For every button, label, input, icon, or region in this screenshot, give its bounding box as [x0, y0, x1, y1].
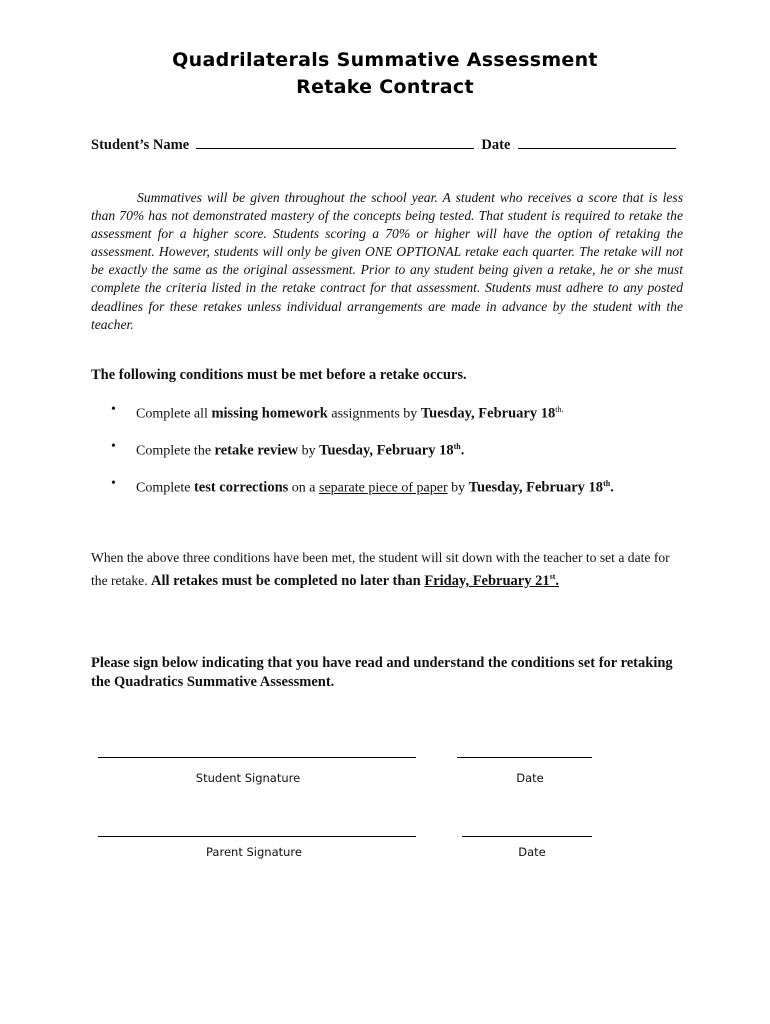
item-underlined: separate piece of paper	[319, 480, 448, 496]
item-sup: th.	[555, 405, 564, 414]
bullet-icon: •	[111, 476, 116, 491]
item-text: on a	[288, 480, 319, 496]
item-text: Complete	[136, 480, 194, 496]
intro-text: Summatives will be given throughout the school year. A student who receives a score that is less than 70% has not demonstrated mastery of the concepts being tested. That student is required to retake the assessment for a higher score. Students scoring a 70% or higher will have the option of retaking the assessment. However, students will only be given ONE OPTIONAL retake each quarter. The retake will not be exactly the same as the original assessment. Prior to any student being given a retake, he or she must complete the criteria listed in the retake contract for that assessment. Students must adhere to any posted deadlines for these retakes unless individual arrangements are made in advance by the student with the teacher.	[91, 190, 683, 332]
document-title-line1: Quadrilaterals Summative Assessment	[172, 49, 598, 71]
deadline-day: Friday, February 21	[424, 572, 550, 589]
item-sup: th	[603, 479, 611, 488]
item-date: Tuesday, February 18	[319, 442, 454, 459]
parent-signature-line[interactable]	[98, 836, 416, 837]
after-conditions-paragraph	[91, 548, 681, 591]
deadline-sup: st	[549, 572, 556, 581]
sign-instructions: Please sign below indicating that you have read and understand the conditions set for retaking the Quadratics Summative Assessment.	[91, 655, 673, 690]
date-label: Date	[481, 137, 511, 153]
student-signature-line[interactable]	[98, 757, 416, 758]
item-end: .	[460, 442, 465, 459]
intro-paragraph	[91, 189, 683, 334]
after-text: When the above three conditions have been met, the student will sit down with the teacher to set a date for the retake.	[91, 550, 670, 588]
date-field[interactable]	[518, 134, 676, 149]
list-item	[111, 474, 691, 511]
item-text: assignments by	[327, 406, 421, 422]
parent-date-line[interactable]	[462, 836, 592, 837]
student-name-label: Student’s Name	[91, 137, 190, 153]
item-sup: th	[453, 442, 461, 451]
item-text: Complete the	[136, 443, 215, 459]
deadline-end: .	[555, 572, 560, 589]
item-text: by	[298, 443, 320, 459]
list-item	[111, 437, 691, 474]
item-bold: test corrections	[193, 479, 289, 496]
student-name-field[interactable]	[196, 134, 474, 149]
student-date-label: Date	[516, 771, 544, 785]
item-bold: missing homework	[211, 405, 328, 422]
document-title-line2: Retake Contract	[296, 76, 474, 98]
name-date-row	[91, 134, 681, 154]
conditions-list	[111, 400, 691, 511]
item-date: Tuesday, February 18	[468, 479, 604, 496]
deadline-statement: All retakes must be completed no later than	[151, 572, 425, 589]
bullet-icon: •	[111, 439, 116, 454]
item-bold: retake review	[214, 442, 299, 459]
parent-signature-label: Parent Signature	[206, 845, 302, 859]
conditions-heading: The following conditions must be met before a retake occurs.	[91, 367, 467, 383]
bullet-icon: •	[111, 402, 116, 417]
item-end: .	[610, 479, 614, 496]
item-text: Complete all	[136, 406, 212, 422]
item-text: by	[447, 480, 469, 496]
student-date-line[interactable]	[457, 757, 592, 758]
list-item	[111, 400, 691, 437]
parent-date-label: Date	[518, 845, 546, 859]
student-signature-label: Student Signature	[195, 771, 301, 785]
item-date: Tuesday, February 18	[420, 405, 556, 422]
deadline-date	[424, 573, 559, 589]
